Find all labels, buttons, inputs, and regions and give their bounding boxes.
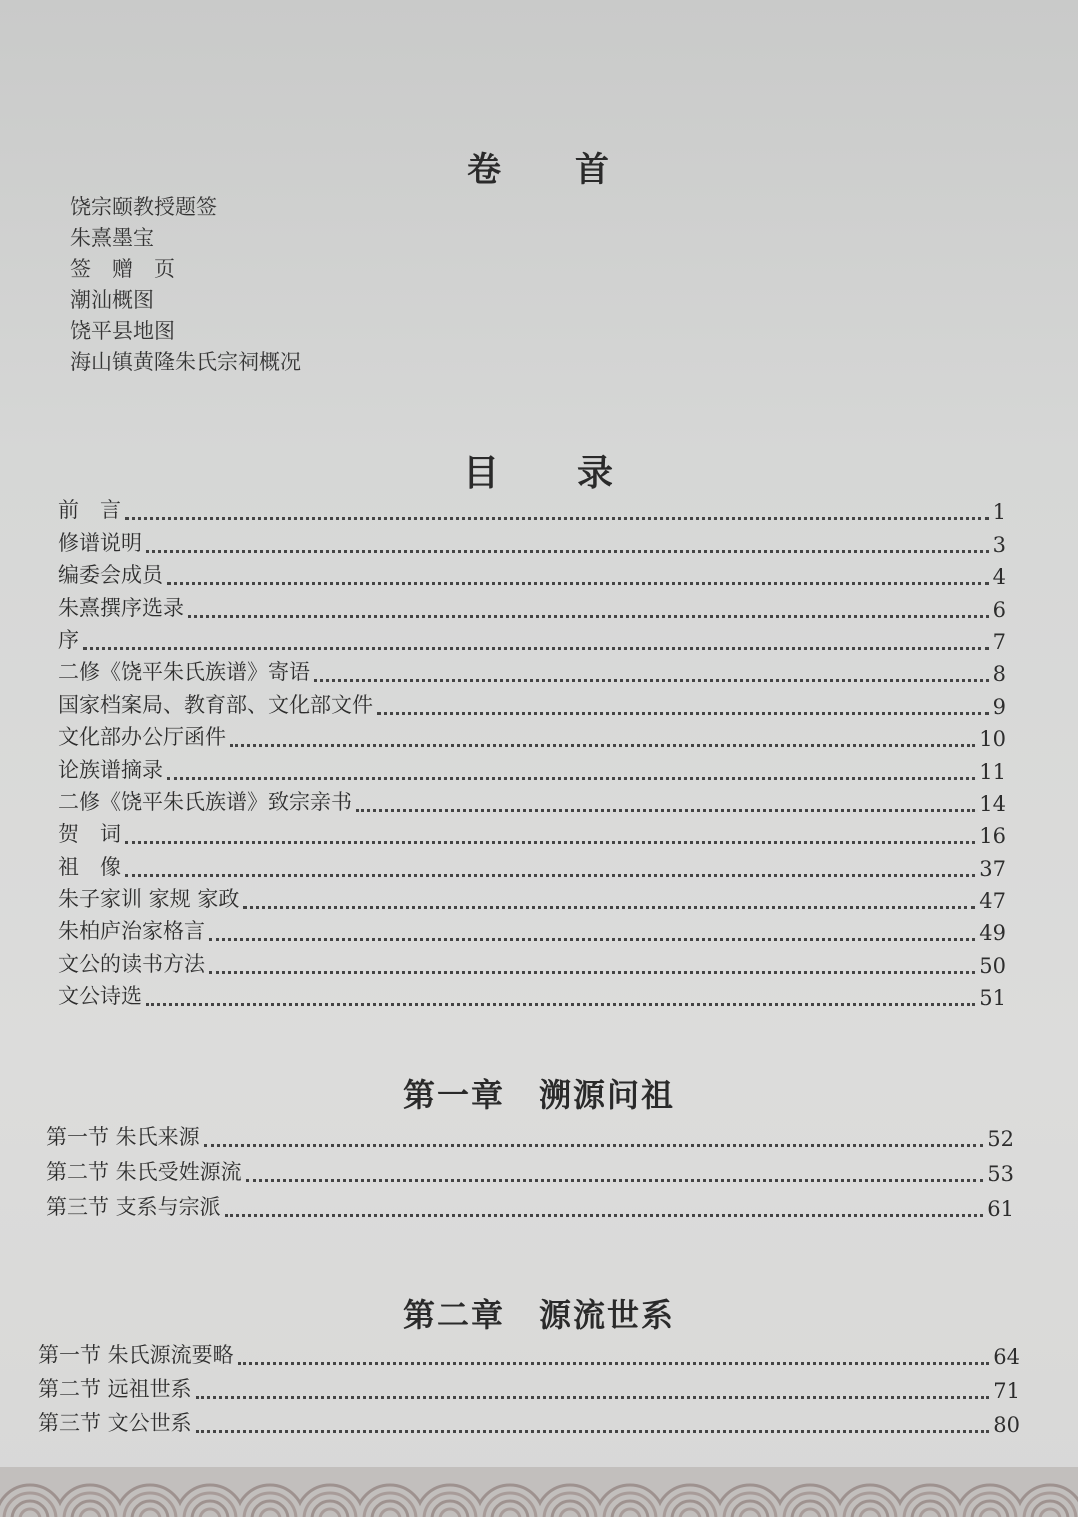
toc-entry <box>58 945 1006 977</box>
toc-page: 53 <box>987 1162 1014 1186</box>
toc-label: 文公诗选 <box>58 984 142 1009</box>
toc-entry <box>58 524 1006 556</box>
leader-dots <box>188 615 989 618</box>
toc-page: 80 <box>993 1413 1020 1437</box>
toc-entry <box>38 1369 1020 1403</box>
leader-dots <box>225 1214 984 1217</box>
toc-entry <box>58 492 1006 524</box>
toc-label: 二修《饶平朱氏族谱》寄语 <box>58 660 310 685</box>
chapter-2-title: 第二章 源流世系 <box>402 1296 675 1334</box>
wave-pattern-border <box>0 1467 1078 1517</box>
toc-entry <box>58 751 1006 783</box>
juan-item: 饶平县地图 <box>70 319 175 343</box>
toc-page: 37 <box>979 856 1006 881</box>
chapter-2-list <box>38 1335 1020 1437</box>
toc-entry <box>58 784 1006 816</box>
leader-dots <box>209 971 975 974</box>
leader-dots <box>196 1430 990 1433</box>
leader-dots <box>230 744 975 747</box>
toc-label: 前 言 <box>58 498 121 523</box>
toc-label: 第三节 文公世系 <box>38 1411 192 1435</box>
leader-dots <box>377 712 989 715</box>
toc-entry <box>38 1403 1020 1437</box>
toc-entry <box>58 589 1006 621</box>
toc-label: 国家档案局、教育部、文化部文件 <box>58 692 373 717</box>
toc-label: 朱子家训 家规 家政 <box>58 887 240 912</box>
toc-page: 61 <box>987 1197 1014 1221</box>
toc-label: 文公的读书方法 <box>58 951 205 976</box>
toc-label: 第一节 朱氏源流要略 <box>38 1343 234 1367</box>
toc-entry <box>58 622 1006 654</box>
toc-page: 52 <box>987 1127 1014 1151</box>
leader-dots <box>209 938 975 941</box>
toc-entry <box>46 1186 1014 1221</box>
toc-label: 编委会成员 <box>58 563 163 588</box>
toc-entry <box>46 1151 1014 1186</box>
toc-entry <box>58 816 1006 848</box>
toc-label: 第二节 朱氏受姓源流 <box>46 1160 242 1184</box>
toc-label: 修谱说明 <box>58 530 142 555</box>
toc-entry <box>58 557 1006 589</box>
toc-entry <box>58 848 1006 880</box>
toc-label: 序 <box>58 627 79 652</box>
leader-dots <box>196 1396 990 1399</box>
leader-dots <box>125 841 975 844</box>
toc-entry <box>58 686 1006 718</box>
toc-main-list <box>58 492 1006 1010</box>
juan-list <box>70 192 301 378</box>
wave-pattern-icon <box>0 1467 1078 1517</box>
toc-page: 50 <box>979 953 1006 978</box>
toc-label: 第三节 支系与宗派 <box>46 1195 221 1219</box>
toc-page: 8 <box>992 662 1006 687</box>
leader-dots <box>314 679 989 682</box>
toc-page: 14 <box>979 791 1006 816</box>
juan-item: 潮汕概图 <box>70 288 154 312</box>
toc-entry <box>58 719 1006 751</box>
toc-label: 祖 像 <box>58 854 121 879</box>
section-title-mulu: 目 录 <box>462 452 615 494</box>
toc-label: 第一节 朱氏来源 <box>46 1125 200 1149</box>
toc-page: 71 <box>993 1379 1020 1403</box>
toc-page: 9 <box>992 694 1006 719</box>
leader-dots <box>125 874 975 877</box>
toc-page: 3 <box>992 532 1006 557</box>
leader-dots <box>83 647 989 650</box>
leader-dots <box>146 550 989 553</box>
leader-dots <box>125 517 989 520</box>
toc-page: 49 <box>979 921 1006 946</box>
toc-label: 朱柏庐治家格言 <box>58 919 205 944</box>
leader-dots <box>243 906 975 909</box>
juan-item: 海山镇黄隆朱氏宗祠概况 <box>70 350 301 374</box>
toc-label: 二修《饶平朱氏族谱》致宗亲书 <box>58 789 352 814</box>
toc-page: 16 <box>979 824 1006 849</box>
toc-page: 7 <box>992 629 1006 654</box>
juan-item: 饶宗颐教授题签 <box>70 195 217 219</box>
toc-label: 文化部办公厅函件 <box>58 725 226 750</box>
juan-item: 朱熹墨宝 <box>70 226 154 250</box>
toc-page: 6 <box>992 597 1006 622</box>
leader-dots <box>167 582 989 585</box>
chapter-1-title: 第一章 溯源问祖 <box>402 1076 675 1114</box>
toc-page: 47 <box>979 889 1006 914</box>
leader-dots <box>204 1144 984 1147</box>
leader-dots <box>356 809 975 812</box>
toc-label: 第二节 远祖世系 <box>38 1377 192 1401</box>
toc-label: 朱熹撰序选录 <box>58 595 184 620</box>
toc-page: 4 <box>992 565 1006 590</box>
toc-entry <box>58 881 1006 913</box>
toc-page: 1 <box>992 500 1006 525</box>
leader-dots <box>167 777 975 780</box>
section-title-juan: 卷 首 <box>467 150 611 190</box>
toc-page: 64 <box>993 1345 1020 1369</box>
toc-entry <box>46 1116 1014 1151</box>
leader-dots <box>146 1003 975 1006</box>
toc-entry <box>58 913 1006 945</box>
chapter-1-list <box>46 1116 1014 1221</box>
toc-entry <box>58 654 1006 686</box>
leader-dots <box>238 1362 990 1365</box>
leader-dots <box>246 1179 984 1182</box>
juan-item: 签 赠 页 <box>70 257 175 281</box>
toc-label: 贺 词 <box>58 822 121 847</box>
toc-entry <box>38 1335 1020 1369</box>
toc-page: 51 <box>979 986 1006 1011</box>
toc-label: 论族谱摘录 <box>58 757 163 782</box>
toc-entry <box>58 978 1006 1010</box>
toc-page: 10 <box>979 727 1006 752</box>
toc-page: 11 <box>979 759 1006 784</box>
